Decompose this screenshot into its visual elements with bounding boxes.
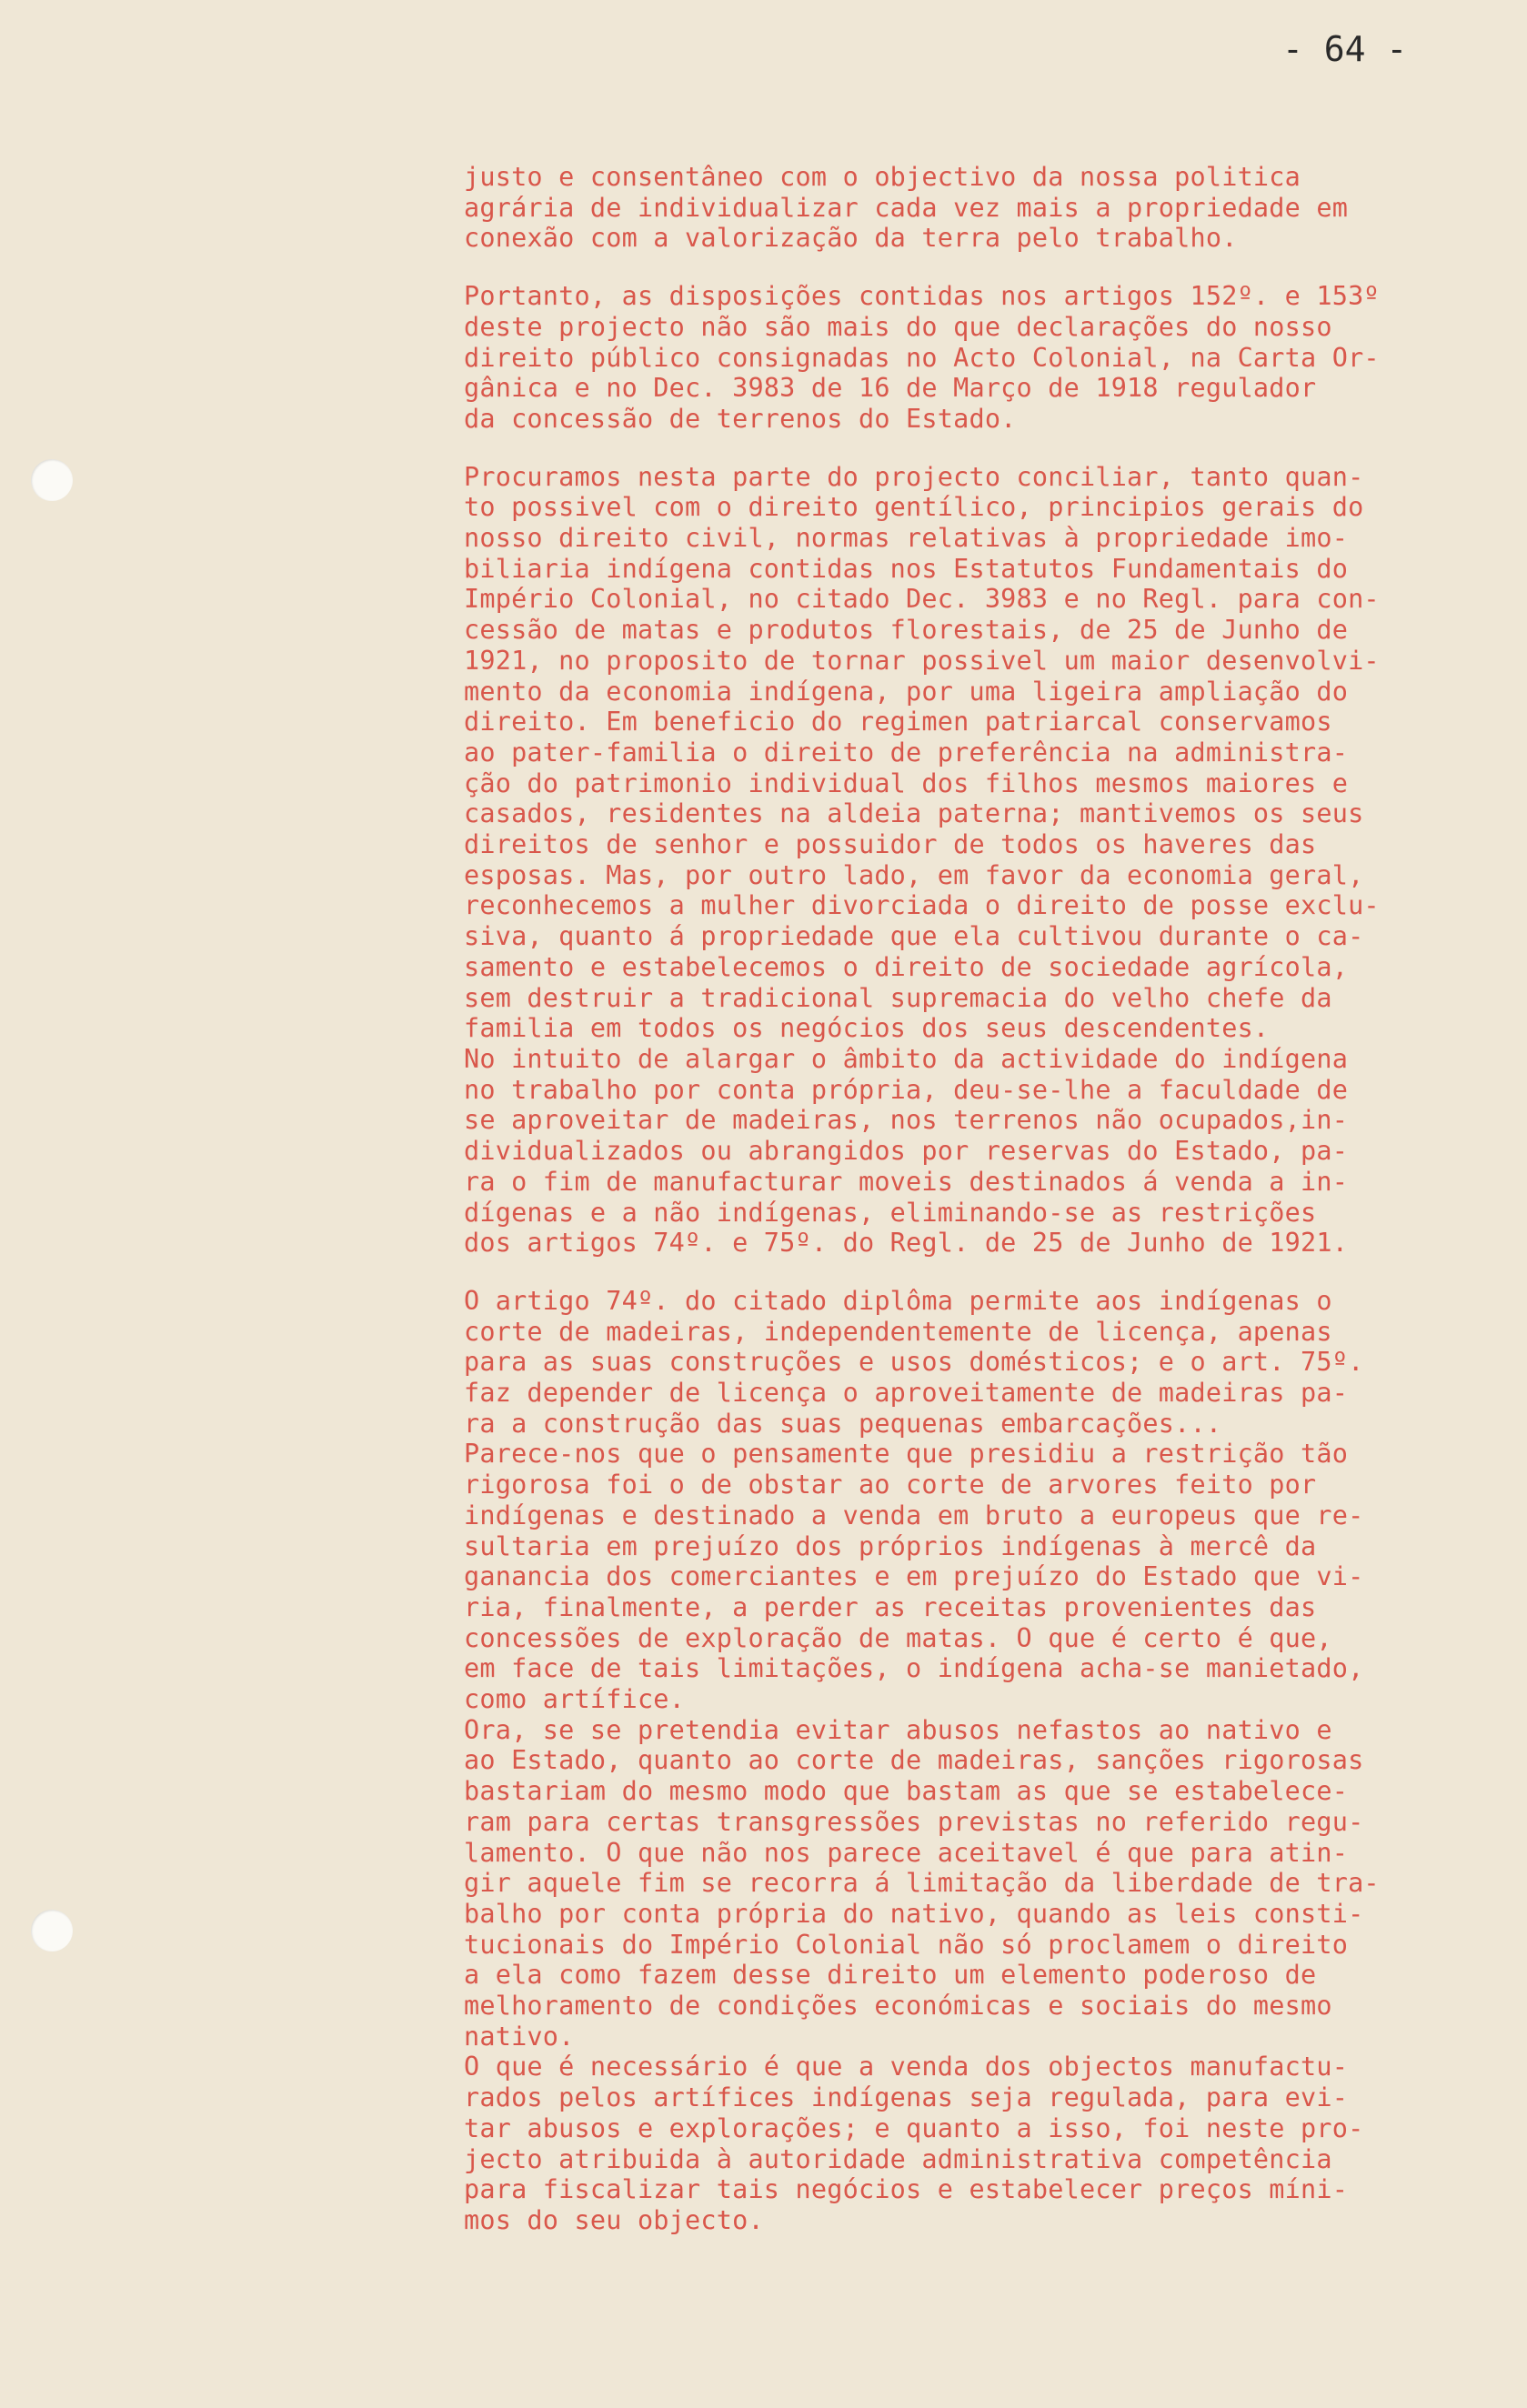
text-line: dividualizados ou abrangidos por reservas do Estado, pa- xyxy=(464,1136,1349,1167)
text-line: ao pater-familia o direito de preferência na administra- xyxy=(464,737,1349,768)
text-line: gir aquele fim se recorra á limitação da liberdade de tra- xyxy=(464,1868,1380,1899)
text-line: rados pelos artífices indígenas seja regulada, para evi- xyxy=(464,2082,1349,2113)
text-line: da concessão de terrenos do Estado. xyxy=(464,403,1017,434)
text-line: esposas. Mas, por outro lado, em favor da economia geral, xyxy=(464,859,1364,890)
text-line: faz depender de licença o aproveitamente de madeiras pa- xyxy=(464,1378,1349,1409)
text-line: O artigo 74º. do citado diplôma permite aos indígenas o xyxy=(464,1285,1332,1316)
text-line: Império Colonial, no citado Dec. 3983 e no Regl. para con- xyxy=(464,584,1380,615)
text-line: ra a construção das suas pequenas embarcações... xyxy=(464,1408,1222,1439)
paragraph xyxy=(464,462,1519,1259)
text-line: no trabalho por conta própria, deu-se-lhe a faculdade de xyxy=(464,1074,1349,1105)
text-line: para fiscalizar tais negócios e estabelecer preços míni- xyxy=(464,2174,1349,2205)
page-number: - 64 - xyxy=(1282,29,1408,69)
text-line: corte de madeiras, independentemente de licença, apenas xyxy=(464,1316,1332,1347)
text-line: jecto atribuida à autoridade administrativa competência xyxy=(464,2143,1332,2174)
text-line: familia em todos os negócios dos seus descendentes. xyxy=(464,1013,1270,1044)
text-line: justo e consentâneo com o objectivo da nossa politica xyxy=(464,162,1301,192)
text-line: Parece-nos que o pensamente que presidiu a restrição tão xyxy=(464,1439,1349,1470)
text-line: 1921, no proposito de tornar possivel um maior desenvolvi- xyxy=(464,645,1380,676)
text-line: ção do patrimonio individual dos filhos mesmos maiores e xyxy=(464,768,1349,798)
paragraph xyxy=(464,162,1519,254)
text-line: mento da economia indígena, por uma ligeira ampliação do xyxy=(464,676,1349,707)
text-line: direitos de senhor e possuidor de todos os haveres das xyxy=(464,829,1317,860)
text-line: se aproveitar de madeiras, nos terrenos não ocupados,in- xyxy=(464,1105,1349,1136)
text-line: dígenas e a não indígenas, eliminando-se as restrições xyxy=(464,1197,1317,1228)
text-line: nosso direito civil, normas relativas à propriedade imo- xyxy=(464,523,1349,554)
text-line: tar abusos e explorações; e quanto a isso, foi neste pro- xyxy=(464,2112,1364,2143)
text-line: sultaria em prejuízo dos próprios indígenas à mercê da xyxy=(464,1530,1317,1561)
text-line: cessão de matas e produtos florestais, de 25 de Junho de xyxy=(464,615,1349,646)
text-line: melhoramento de condições económicas e sociais do mesmo xyxy=(464,1991,1332,2022)
text-line: direito público consignadas no Acto Colonial, na Carta Or- xyxy=(464,342,1380,373)
text-line: bastariam do mesmo modo que bastam as que se estabelece- xyxy=(464,1776,1349,1807)
text-line: indígenas e destinado a venda em bruto a europeus que re- xyxy=(464,1500,1364,1530)
text-line: ganancia dos comerciantes e em prejuízo do Estado que vi- xyxy=(464,1561,1364,1592)
text-line: casados, residentes na aldeia paterna; mantivemos os seus xyxy=(464,798,1364,829)
text-line: ria, finalmente, a perder as receitas provenientes das xyxy=(464,1591,1317,1622)
text-line: ram para certas transgressões previstas no referido regu- xyxy=(464,1806,1364,1837)
text-line: dos artigos 74º. e 75º. do Regl. de 25 de Junho de 1921. xyxy=(464,1228,1349,1259)
text-line: direito. Em beneficio do regimen patriarcal conservamos xyxy=(464,707,1332,737)
text-line: deste projecto não são mais do que declarações do nosso xyxy=(464,311,1332,342)
text-line: nativo. xyxy=(464,2021,575,2052)
text-line: para as suas construções e usos domésticos; e o art. 75º. xyxy=(464,1347,1364,1378)
text-line: siva, quanto á propriedade que ela cultivou durante o ca- xyxy=(464,921,1364,952)
text-line: reconhecemos a mulher divorciada o direito de posse exclu- xyxy=(464,890,1380,921)
text-line: conexão com a valorização da terra pelo trabalho. xyxy=(464,223,1238,254)
text-line: No intuito de alargar o âmbito da actividade do indígena xyxy=(464,1043,1349,1074)
text-line: ao Estado, quanto ao corte de madeiras, sanções rigorosas xyxy=(464,1745,1364,1776)
text-line: em face de tais limitações, o indígena acha-se manietado, xyxy=(464,1653,1364,1684)
typewritten-body xyxy=(464,162,1519,2263)
punch-hole-bottom xyxy=(31,1910,73,1951)
text-line: O que é necessário é que a venda dos objectos manufactu- xyxy=(464,2052,1349,2082)
text-line: sem destruir a tradicional supremacia do velho chefe da xyxy=(464,982,1332,1013)
text-line: Portanto, as disposições contidas nos artigos 152º. e 153º xyxy=(464,281,1380,312)
text-line: Ora, se se pretendia evitar abusos nefastos ao nativo e xyxy=(464,1714,1332,1745)
text-line: a ela como fazem desse direito um elemento poderoso de xyxy=(464,1960,1317,1991)
text-line: mos do seu objecto. xyxy=(464,2205,764,2235)
text-line: tucionais do Império Colonial não só proclamem o direito xyxy=(464,1929,1349,1960)
text-line: to possivel com o direito gentílico, principios gerais do xyxy=(464,492,1364,523)
text-line: samento e estabelecemos o direito de sociedade agrícola, xyxy=(464,951,1349,982)
text-line: Procuramos nesta parte do projecto conciliar, tanto quan- xyxy=(464,461,1364,492)
paragraph xyxy=(464,281,1519,435)
text-line: biliaria indígena contidas nos Estatutos Fundamentais do xyxy=(464,553,1349,584)
punch-hole-top xyxy=(31,459,73,501)
text-line: como artífice. xyxy=(464,1684,686,1715)
text-line: concessões de exploração de matas. O que é certo é que, xyxy=(464,1622,1332,1653)
text-line: rigorosa foi o de obstar ao corte de arvores feito por xyxy=(464,1470,1317,1500)
text-line: ra o fim de manufacturar moveis destinados á venda a in- xyxy=(464,1166,1349,1197)
text-line: agrária de individualizar cada vez mais a propriedade em xyxy=(464,192,1349,223)
text-line: gânica e no Dec. 3983 de 16 de Março de 1918 regulador xyxy=(464,373,1317,404)
text-line: balho por conta própria do nativo, quando as leis consti- xyxy=(464,1898,1364,1929)
text-line: lamento. O que não nos parece aceitavel é que para atin- xyxy=(464,1837,1349,1868)
paragraph xyxy=(464,1286,1519,2236)
